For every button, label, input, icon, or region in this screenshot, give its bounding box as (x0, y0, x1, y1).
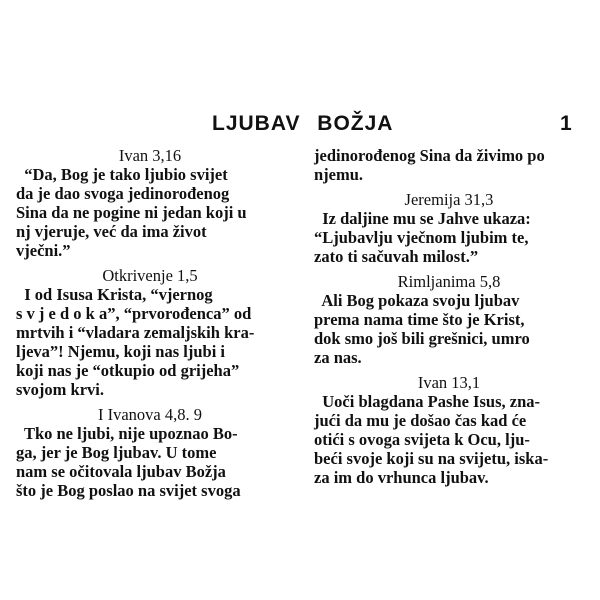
verse-text: jedinorođenog Sina da živimo po njemu. (314, 146, 545, 184)
verse-reference: Ivan 13,1 (417, 373, 481, 392)
verse-text: Iz daljine mu se Jahve ukaza: “Ljubavlju vječnom ljubim te, zato ti sačuvah milost.” (314, 209, 531, 266)
verse-block (16, 266, 284, 399)
verse-text: “Da, Bog je tako ljubio svijet da je dao svoga jedinorođenog Sina da ne pogine ni jedan koji u nj vjeruje, već da ima život vječni.” (16, 165, 247, 260)
verse-block (314, 272, 584, 367)
right-column (314, 146, 584, 493)
verse-reference: I Ivanova 4,8. 9 (97, 405, 202, 424)
verse-reference: Rimljanima 5,8 (397, 272, 501, 291)
verse-text: Ali Bog pokaza svoju ljubav prema nama time što je Krist, dok smo još bili grešnici, umro za nas. (314, 291, 530, 367)
verse-reference: Jeremija 31,3 (404, 190, 494, 209)
verse-text: I od Isusa Krista, “vjernog s v j e d o k a”, “prvorođenca” od mrtvih i “vladara zemaljskih kra- ljeva”! Njemu, koji nas ljubi i koji nas je “otkupio od grijeha” svojom krvi. (16, 285, 255, 399)
verse-block (16, 405, 284, 500)
page-header (0, 112, 600, 140)
verse-text: Uoči blagdana Pashe Isus, zna- jući da mu je došao čas kad će otići s ovoga svijeta k Ocu, lju- beći svoje koji su na svijetu, iska- za im do vrhunca ljubav. (314, 392, 549, 487)
verse-text: Tko ne ljubi, nije upoznao Bo- ga, jer je Bog ljubav. U tome nam se očitovala ljubav Božja što je Bog poslao na svijet svoga (16, 424, 241, 500)
verse-block (314, 190, 584, 266)
verse-block (16, 146, 284, 260)
page-title: LJUBAV BOŽJA (212, 112, 394, 135)
verse-reference: Otkrivenje 1,5 (102, 266, 198, 285)
left-column (16, 146, 284, 506)
verse-block-continuation (314, 146, 584, 184)
verse-reference: Ivan 3,16 (118, 146, 182, 165)
verse-block (314, 373, 584, 487)
page-number: 1 (560, 112, 572, 135)
